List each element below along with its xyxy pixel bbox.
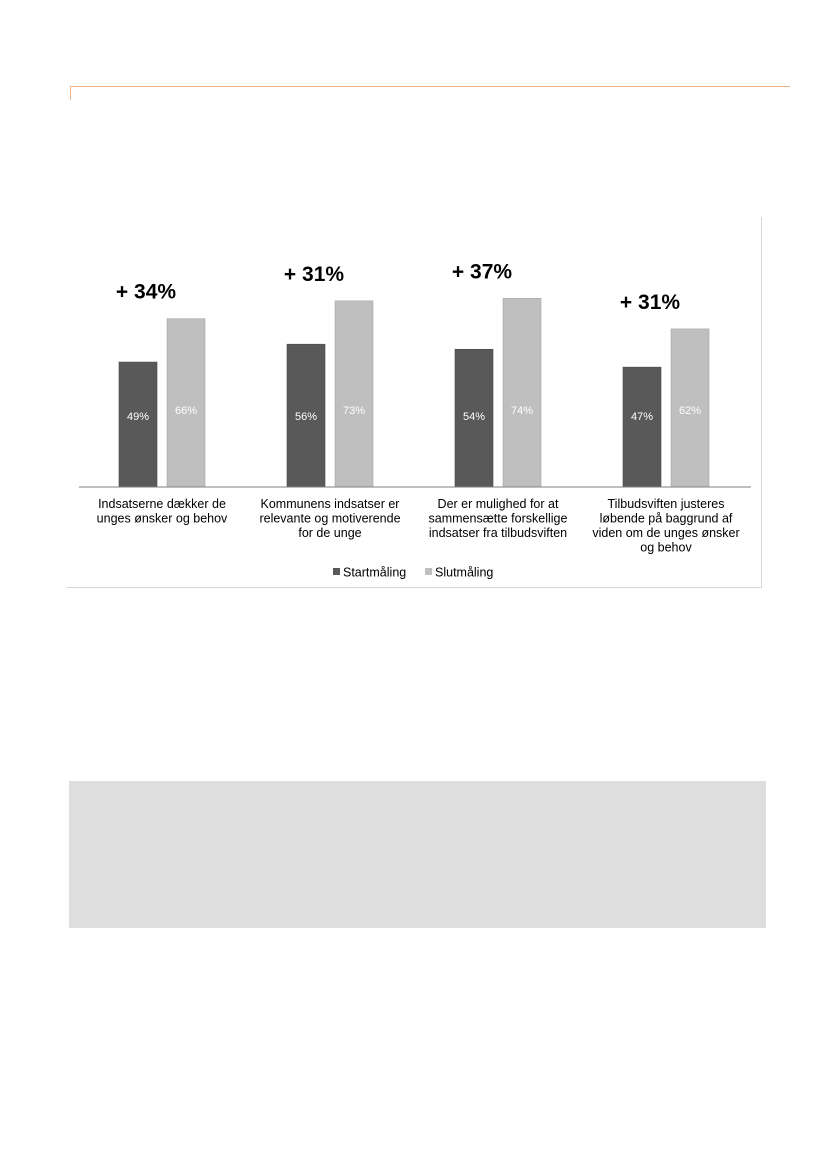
change-annotation-3: + 37% xyxy=(451,260,513,284)
bar-end-1 xyxy=(167,319,205,487)
category-label-4: Tilbudsviften justeres løbende på baggrund af viden om de unges ønsker og behov xyxy=(592,497,740,555)
legend-swatch-start xyxy=(333,568,340,575)
category-label-2: Kommunens indsatser er relevante og motiverende for de unge xyxy=(259,497,401,540)
data-label-start-3: 54% xyxy=(462,411,486,423)
data-label-end-2: 73% xyxy=(342,405,366,417)
bar-end-2 xyxy=(335,301,373,487)
legend-swatch-end xyxy=(425,568,432,575)
bar-end-3 xyxy=(503,298,541,487)
data-label-end-4: 62% xyxy=(678,405,702,417)
data-label-start-4: 47% xyxy=(630,411,654,423)
info-box xyxy=(69,781,766,928)
change-annotation-1: + 34% xyxy=(115,280,177,304)
legend-label-end: Slutmåling xyxy=(435,565,494,580)
data-label-end-3: 74% xyxy=(510,405,534,417)
change-annotation-2: + 31% xyxy=(283,262,345,286)
legend-label-start: Startmåling xyxy=(343,565,407,580)
data-label-start-1: 49% xyxy=(126,411,150,423)
bar-start-4 xyxy=(623,367,661,487)
bar-start-1 xyxy=(119,362,157,487)
category-label-1: Indsatserne dækker de unges ønsker og behov xyxy=(96,497,228,526)
data-label-start-2: 56% xyxy=(294,411,318,423)
data-label-end-1: 66% xyxy=(174,405,198,417)
change-annotation-4: + 31% xyxy=(619,290,681,314)
category-label-3: Der er mulighed for at sammensætte forskellige indsatser fra tilbudsviften xyxy=(428,497,568,540)
